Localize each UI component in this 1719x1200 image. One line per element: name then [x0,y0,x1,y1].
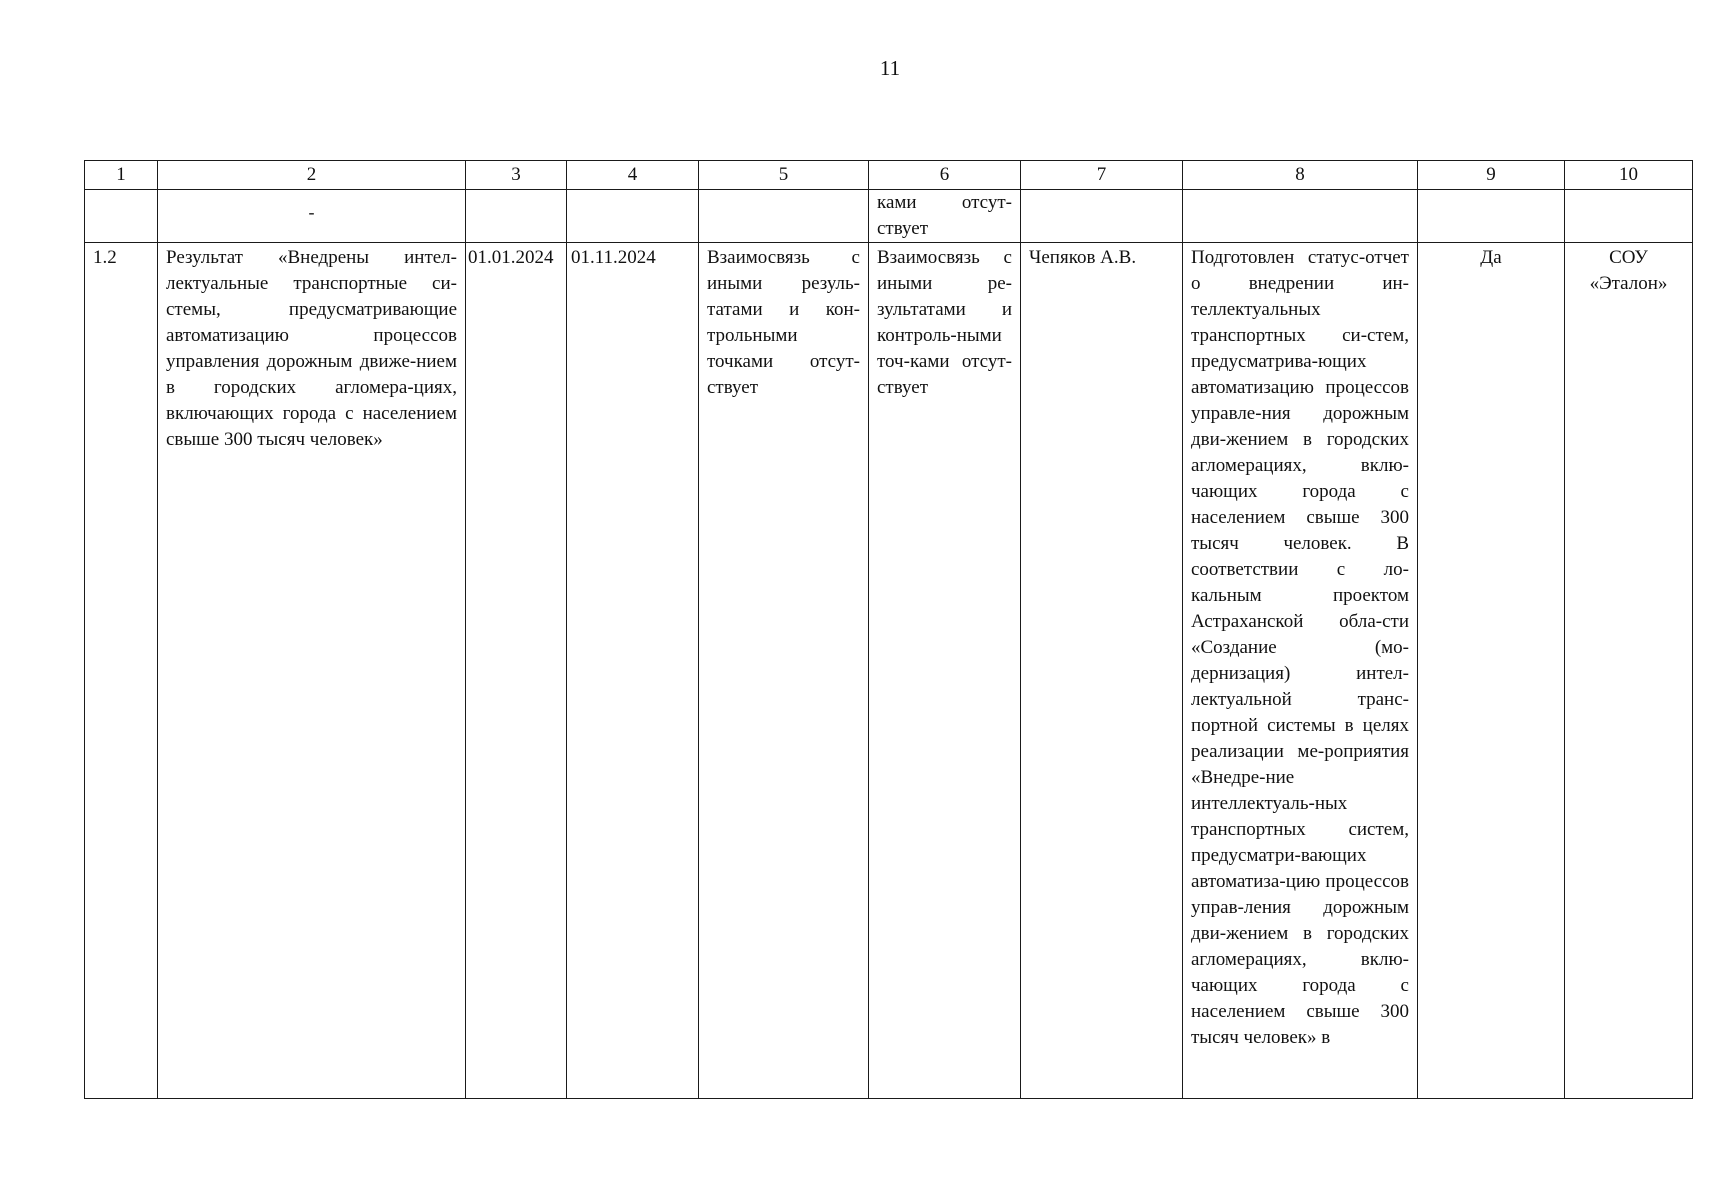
result-name: Результат «Внедрены интел-лектуальные транспортные си-стемы, предусматривающие автоматизацию процессов управления дорожным движе-нием в городских агломера-циях, включающих города с населением свыше 300 тысяч человек» [158,243,466,1099]
cont-cell-1 [85,190,158,243]
cont-cell-3 [466,190,567,243]
relation-next: Взаимосвязь с иными ре-зультатами и контроль-ными точ-ками отсут-ствует [869,243,1021,1099]
information-system: СОУ «Эталон» [1565,243,1693,1099]
header-cell-10: 10 [1565,161,1693,190]
header-cell-6: 6 [869,161,1021,190]
result-description: Подготовлен статус-отчет о внедрении ин-теллектуальных транспортных си-стем, предусматрива-ющих автоматизацию процессов управле-ния дорожным дви-жением в городских агломерациях, вклю-чающих города с населением свыше 300 тысяч человек. В соответствии с ло-кальным проектом Астраханской обла-сти «Создание (мо-дернизация) интел-лектуальной транс-портной системы в целях реализации ме-роприятия «Внедре-ние интеллектуаль-ных транспортных систем, предусматри-вающих автоматиза-цию процессов управ-ления дорожным дви-жением в городских агломерациях, вклю-чающих города с населением свыше 300 тысяч человек» в [1183,243,1418,1099]
cont-cell-5 [699,190,869,243]
header-cell-2: 2 [158,161,466,190]
cont-cell-2: - [158,190,466,243]
header-cell-5: 5 [699,161,869,190]
cont-cell-9 [1418,190,1565,243]
responsible-person: Чепяков А.В. [1021,243,1183,1099]
table-row [85,243,1693,1099]
cont-cell-6: ками отсут-ствует [869,190,1021,243]
end-date: 01.11.2024 [567,243,699,1099]
cont-cell-4 [567,190,699,243]
start-date: 01.01.2024 [466,243,567,1099]
control-points-table [84,160,1693,1099]
header-cell-1: 1 [85,161,158,190]
header-cell-9: 9 [1418,161,1565,190]
cont-cell-10 [1565,190,1693,243]
header-cell-3: 3 [466,161,567,190]
continuation-row [85,190,1693,243]
cont-cell-8 [1183,190,1418,243]
header-cell-8: 8 [1183,161,1418,190]
row-number: 1.2 [85,243,158,1099]
page-number: 11 [879,56,901,80]
approval-flag: Да [1418,243,1565,1099]
cont-cell-7 [1021,190,1183,243]
column-number-row [85,161,1693,190]
header-cell-4: 4 [567,161,699,190]
relation-previous: Взаимосвязь с иными резуль-татами и кон-трольными точками отсут-ствует [699,243,869,1099]
header-cell-7: 7 [1021,161,1183,190]
